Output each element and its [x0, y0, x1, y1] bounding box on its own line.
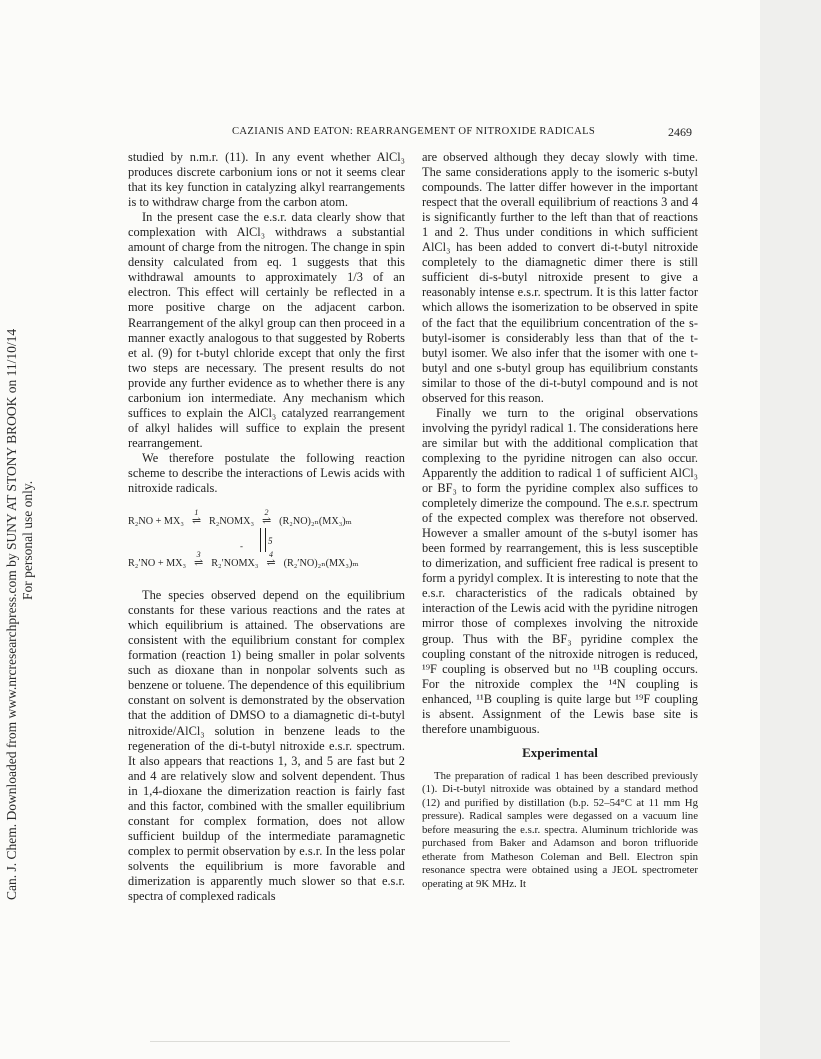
experimental-section [422, 770, 698, 892]
section-heading: Experimental [522, 744, 598, 760]
scan-artifact [150, 1041, 510, 1042]
equilibrium-arrow-icon: 4 ⇌ [261, 556, 281, 571]
scheme-complex: R₂NOMX₃ [208, 516, 254, 528]
equilibrium-arrow-icon: 3 ⇌ [189, 556, 209, 571]
scheme-row-2 [128, 550, 359, 571]
reaction-number: 1 [194, 508, 199, 518]
left-column [128, 150, 405, 904]
paragraph: We therefore postulate the following reaction scheme to describe the interactions of Lewis acids with nitroxide radicals. [128, 450, 405, 496]
page-margin-shade [760, 0, 821, 1059]
running-header [0, 126, 760, 144]
scheme-mark: - [240, 541, 243, 552]
paragraph: The species observed depend on the equilibrium constants for these various reactions and the rates at which equilibrium is attained. The observations are consistent with the equilibrium constant for complex formation (reaction 1) being smaller in polar solvents such as dioxane than in nonpolar solvents such as benzene or toluene. The dependence of this equilibrium constant on solvent is demonstrated by the observation that the addition of DMSO to a diamagnetic di-t-butyl nitroxide/AlCl₃ solution in benzene leads to the regeneration of the di-t-butyl nitroxide e.s.r. spectrum. It also appears that reactions 1, 3, and 5 are fast but 2 and 4 are relatively slow and solvent dependent. Thus in 1,4-dioxane the dimerization reaction is fairly fast and this factor, combined with the smaller equilibrium constant for complex formation, does not allow sufficient buildup of the intermediate paramagnetic complex to permit observation by e.s.r. In the less polar solvents the equilibrium is more favorable and dimerization is apparently much slower so that e.s.r. spectra of complexed radicals [128, 588, 405, 904]
equilibrium-arrow-icon: 2 ⇌ [257, 514, 277, 529]
scheme-dimer: (R₂′NO)₂ₙ(MX₃)ₘ [283, 558, 359, 570]
right-column [422, 150, 698, 891]
running-title: CAZIANIS AND EATON: REARRANGEMENT OF NITROXIDE RADICALS [232, 126, 596, 137]
paragraph: Finally we turn to the original observations involving the pyridyl radical 1. The considerations here are similar but with the additional complication that complexing to the pyridine nitrogen can also occur. Apparently the addition to radical 1 of sufficient AlCl₃ or BF₃ to form the pyridine complex also suffices to completely dimerize the compound. The e.s.r. spectrum of the expected complex was therefore not observed. However a smaller amount of the s-butyl isomer has been formed by rearrangement, this is less susceptible to dimerization, and sufficient free radical is present to form a pyridyl complex. It is interesting to note that the e.s.r. characteristics of the radicals obtained by interaction of the Lewis acid with the pyridine nitrogen mirror those of complexes involving the nitroxide group. Thus with the BF₃ pyridine complex the coupling constant of the nitroxide nitrogen is reduced, ¹⁹F coupling is observed but no ¹¹B coupling occurs. For the nitroxide complex the ¹⁴N coupling is enhanced, ¹¹B coupling is quite large but ¹⁹F coupling is absent. Assignment of the Lewis base site is therefore unambiguous. [422, 405, 698, 736]
paragraph: are observed although they decay slowly with time. The same considerations apply to the isomeric s-butyl compounds. The latter differ however in the important respect that the overall equilibrium of reactions 3 and 4 is significantly further to the left than that of reactions 1 and 2. Thus under conditions in which sufficient AlCl₃ has been added to convert di-t-butyl nitroxide completely to the diamagnetic dimer there is still sufficient di-s-butyl nitroxide present to give a reasonably intense e.s.r. spectrum. It is this latter factor which allows the isomerization to be observed in spite of the fact that the equilibrium concentration of the s-butyl-isomer is considerably less than that of the t-butyl isomer. We also infer that the isomer with one t-butyl and one s-butyl group has equilibrium constants similar to those of the di-t-butyl compound and is not observed for this reason. [422, 150, 698, 405]
download-watermark [2, 180, 38, 900]
reaction-number: 5 [268, 536, 273, 547]
scheme-dimer: (R₂NO)₂ₙ(MX₃)ₘ [279, 516, 352, 528]
reaction-scheme [128, 506, 405, 578]
paragraph: In the present case the e.s.r. data clearly show that complexation with AlCl₃ withdraws a substantial amount of charge from the nitrogen. The change in spin density calculated from eq. 1 suggests that this withdrawal amounts to approximately 1/3 of an electron. This effect will certainly be reflected in a more positive charge on the adjacent carbon. Rearrangement of the alkyl group can then proceed in a manner exactly analogous to that suggested by Roberts et al. (9) for t-butyl chloride except that only the first two steps are necessary. The present results do not provide any further evidence as to whether there is any carbonium ion intermediate. Any mechanism which suffices to explain the AlCl₃ catalyzed rearrangement of alkyl halides will suffice to explain the present rearrangement. [128, 210, 405, 450]
paragraph: studied by n.m.r. (11). In any event whether AlCl₃ produces discrete carbonium ions or not it seems clear that its key function in catalyzing alkyl rearrangements is to withdraw charge from the carbon atom. [128, 150, 405, 210]
equilibrium-arrow-icon: 1 ⇌ [186, 514, 206, 529]
scheme-reactant: R₂NO + MX₃ [128, 516, 184, 528]
reaction-number: 3 [196, 550, 201, 560]
scheme-complex: R₂′NOMX₃ [211, 558, 259, 570]
scheme-reactant: R₂′NO + MX₃ [128, 558, 187, 570]
watermark-line-1: Can. J. Chem. Downloaded from www.nrcresearchpress.com by SUNY AT STONY BROOK on 11/10/14 [4, 328, 19, 900]
scheme-row-1 [128, 508, 352, 529]
page-number: 2469 [668, 125, 692, 139]
watermark-line-2: For personal use only. [20, 480, 35, 600]
paragraph: The preparation of radical 1 has been described previously (1). Di-t-butyl nitroxide was obtained by a standard method (12) and purified by distillation (b.p. 52–54°C at 11 mm Hg pressure). Radical samples were degassed on a vacuum line before measuring the e.s.r. spectra. Aluminum trichloride was purchased from Baker and Adamson and boron trifluoride etherate from Matheson Coleman and Bell. Electron spin resonance spectra were obtained using a JEOL spectrometer operating at 9K MHz. It [422, 769, 698, 890]
reaction-number: 4 [269, 550, 274, 560]
reaction-number: 2 [264, 508, 269, 518]
